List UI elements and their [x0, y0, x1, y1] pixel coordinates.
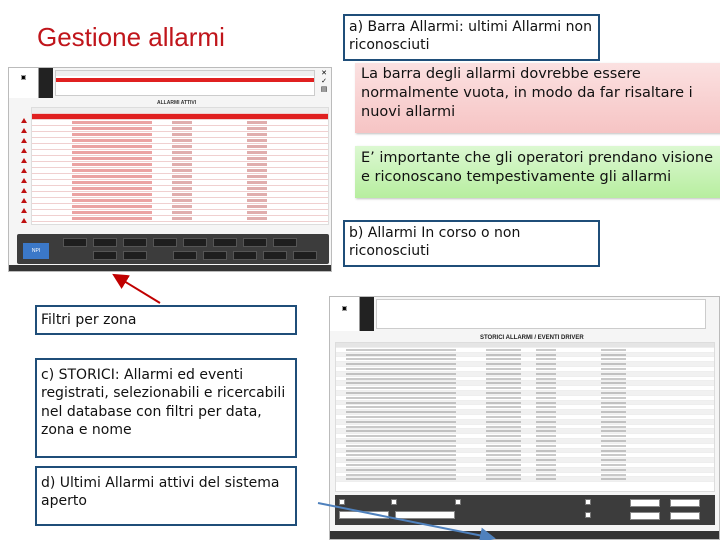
date-input[interactable]: [670, 512, 700, 520]
side-icons: [317, 70, 331, 96]
alarm-bar: [376, 299, 706, 329]
alarm-warning-icon: [21, 158, 27, 163]
alarm-warning-icon: [21, 198, 27, 203]
alarm-warning-icon: [21, 168, 27, 173]
filter-checkbox[interactable]: [339, 499, 345, 505]
page-title: Gestione allarmi: [37, 22, 225, 52]
filter-checkbox[interactable]: [585, 512, 591, 518]
logo: ▣: [9, 68, 39, 98]
callout-important: E’ importante che gli operatori prendano visione e riconoscano tempestivamente gli allarmi: [355, 146, 720, 198]
alarm-warning-icon: [21, 148, 27, 153]
close-icon[interactable]: ✕: [321, 70, 327, 77]
zone-filter-button[interactable]: [93, 238, 117, 247]
date-input[interactable]: [630, 499, 660, 507]
zone-button[interactable]: NPI: [23, 243, 49, 259]
zone-filter-button[interactable]: [153, 238, 177, 247]
filter-input[interactable]: [395, 511, 455, 519]
zone-filter-button[interactable]: [233, 251, 257, 260]
zone-filter-button[interactable]: [63, 238, 87, 247]
history-filter-panel: [335, 495, 715, 525]
zone-filter-button[interactable]: [293, 251, 317, 260]
alarm-warning-icon: [21, 218, 27, 223]
filter-input[interactable]: [339, 511, 389, 519]
arrow-zone-filter: [119, 278, 160, 303]
alarm-warning-icon: [21, 178, 27, 183]
alarm-warning-icon: [21, 188, 27, 193]
zone-filter-panel: [17, 234, 329, 264]
status-bar: [330, 531, 720, 540]
callout-alarm-bar: a) Barra Allarmi: ultimi Allarmi non riconosciuti: [343, 14, 600, 61]
zone-filter-button[interactable]: [173, 251, 197, 260]
callout-latest-alarms: d) Ultimi Allarmi attivi del sistema aperto: [35, 466, 297, 526]
alarm-warning-icon: [21, 128, 27, 133]
table-row[interactable]: [32, 216, 328, 222]
active-alarms-screenshot: [8, 67, 332, 272]
zone-filter-button[interactable]: [123, 251, 147, 260]
date-input[interactable]: [670, 499, 700, 507]
zone-filter-button[interactable]: [203, 251, 227, 260]
alarm-warning-icon: [21, 138, 27, 143]
date-input[interactable]: [630, 512, 660, 520]
table-row[interactable]: [336, 477, 714, 482]
zone-filter-button[interactable]: [123, 238, 147, 247]
zone-filter-button[interactable]: [183, 238, 207, 247]
status-bar: [9, 265, 332, 272]
alarm-warning-icon: [21, 208, 27, 213]
check-icon[interactable]: ✓: [321, 78, 327, 85]
zone-filter-button[interactable]: [263, 251, 287, 260]
filter-checkbox[interactable]: [455, 499, 461, 505]
active-alarms-table: [31, 107, 329, 225]
alarm-bar-header: [56, 71, 314, 76]
active-table-title: ALLARMI ATTIVI: [157, 100, 197, 106]
zone-filter-button[interactable]: [93, 251, 117, 260]
filter-checkbox[interactable]: [391, 499, 397, 505]
callout-alarm-bar-note: La barra degli allarmi dovrebbe essere normalmente vuota, in modo da far risaltare i nuovi allarmi: [355, 63, 720, 133]
document-icon[interactable]: ▤: [320, 86, 328, 93]
zone-filter-button[interactable]: [213, 238, 237, 247]
zone-filter-button[interactable]: [273, 238, 297, 247]
history-screenshot: [329, 296, 720, 540]
filter-checkbox[interactable]: [585, 499, 591, 505]
callout-active-alarms: b) Allarmi In corso o non riconosciuti: [343, 220, 600, 267]
logo-strip: [39, 68, 53, 98]
alarm-bar-row[interactable]: [56, 78, 314, 82]
history-table: [335, 342, 715, 492]
callout-history: c) STORICI: Allarmi ed eventi registrati, selezionabili e ricercabili nel database con filtri per data, zona e nome: [35, 358, 297, 458]
logo: ▣: [330, 297, 360, 331]
callout-zone-filters: Filtri per zona: [35, 305, 297, 335]
alarm-bar: [55, 70, 315, 96]
history-table-title: STORICI ALLARMI / EVENTI DRIVER: [480, 335, 584, 341]
logo-strip: [360, 297, 374, 331]
alarm-warning-icon: [21, 118, 27, 123]
zone-filter-button[interactable]: [243, 238, 267, 247]
